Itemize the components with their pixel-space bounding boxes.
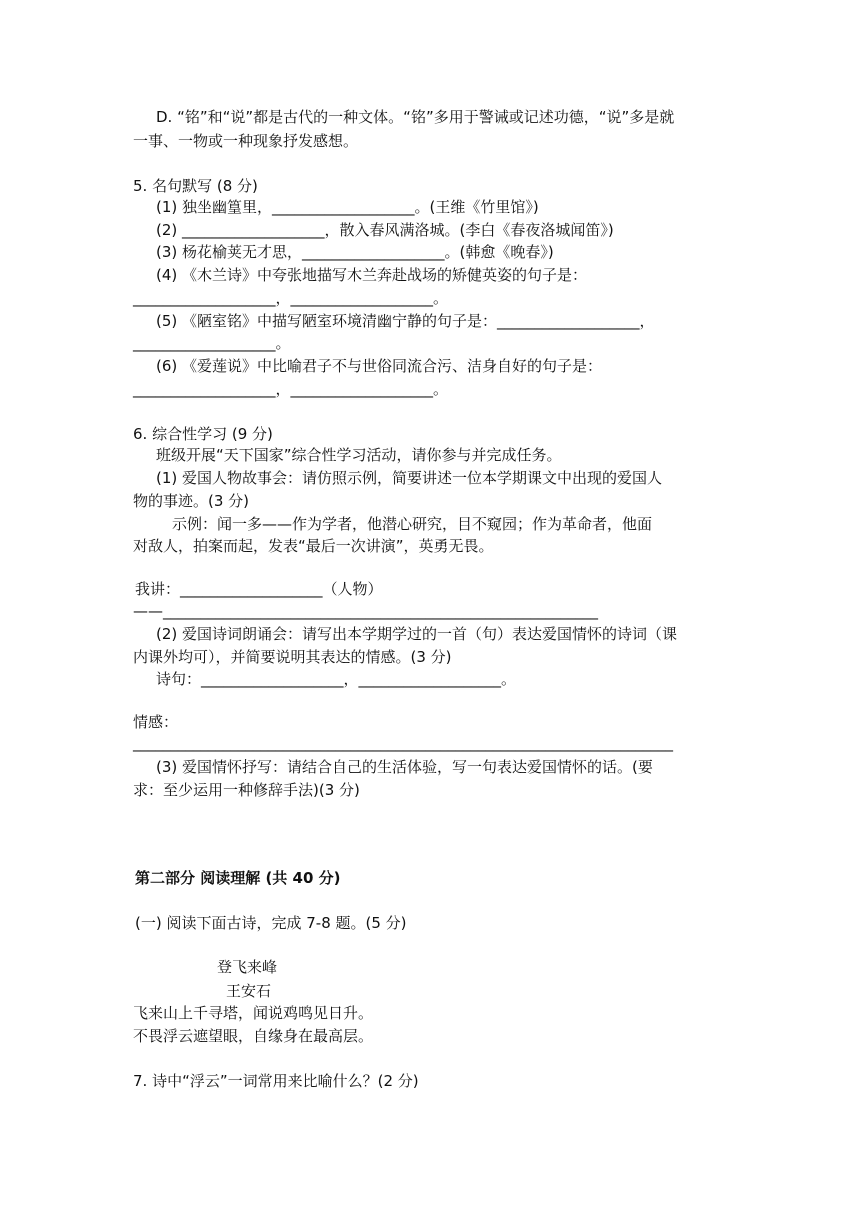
question-5-heading: 5. 名句默写 (8 分) bbox=[133, 177, 258, 195]
reading-section-1-heading: (一) 阅读下面古诗，完成 7-8 题。(5 分) bbox=[135, 914, 407, 932]
poem-author: 王安石 bbox=[226, 982, 272, 1000]
poem-answer-line: 诗句：___________________，___________________。 bbox=[156, 670, 517, 688]
question-6-task-2-line-1: (2) 爱国诗词朗诵会：请写出本学期学过的一首（句）表达爱国情怀的诗词（课 bbox=[156, 625, 678, 643]
poem-line-1: 飞来山上千寻塔，闻说鸡鸣见日升。 bbox=[133, 1004, 374, 1022]
answer-line-2: ——__________________________________________________________ bbox=[133, 602, 598, 620]
question-6-task-1-line-2: 物的事迹。(3 分) bbox=[133, 492, 250, 510]
emotion-blank: ________________________________________________________________________ bbox=[133, 734, 673, 752]
question-5-item-3: (3) 杨花榆荚无才思，___________________。(韩愈《晚春》) bbox=[156, 243, 554, 261]
question-5-item-1: (1) 独坐幽篁里，___________________。(王维《竹里馆》) bbox=[156, 198, 539, 216]
part-2-heading: 第二部分 阅读理解 (共 40 分) bbox=[135, 869, 341, 887]
question-6-intro: 班级开展“天下国家”综合性学习活动，请你参与并完成任务。 bbox=[156, 446, 562, 464]
question-5-item-4-line-2: ___________________，___________________。 bbox=[133, 289, 449, 307]
question-6-task-2-line-2: 内课外均可），并简要说明其表达的情感。(3 分) bbox=[133, 648, 452, 666]
answer-line-1: 我讲：___________________（人物） bbox=[135, 580, 383, 598]
question-5-item-5-line-1: (5) 《陋室铭》中描写陋室环境清幽宁静的句子是：___________________， bbox=[156, 312, 655, 330]
emotion-label: 情感： bbox=[133, 713, 179, 731]
question-5-item-2: (2) ___________________，散入春风满洛城。(李白《春夜洛城闻笛》) bbox=[156, 221, 614, 239]
question-6-task-1-line-1: (1) 爱国人物故事会：请仿照示例，简要讲述一位本学期课文中出现的爱国人 bbox=[156, 469, 663, 487]
question-6-task-3-line-1: (3) 爱国情怀抒写：请结合自己的生活体验，写一句表达爱国情怀的话。(要 bbox=[156, 758, 653, 776]
question-5-item-6-line-2: ___________________，___________________。 bbox=[133, 380, 449, 398]
poem-title: 登飞来峰 bbox=[217, 958, 278, 976]
example-line-2: 对敌人，拍案而起，发表“最后一次讲演”，英勇无畏。 bbox=[133, 537, 494, 555]
question-5-item-6-line-1: (6) 《爱莲说》中比喻君子不与世俗同流合污、洁身自好的句子是： bbox=[156, 357, 603, 375]
option-d-line-2: 一事、一物或一种现象抒发感想。 bbox=[133, 132, 359, 150]
question-5-item-5-line-2: ___________________。 bbox=[133, 334, 291, 352]
question-5-item-4-line-1: (4) 《木兰诗》中夸张地描写木兰奔赴战场的矫健英姿的句子是： bbox=[156, 266, 588, 284]
question-6-heading: 6. 综合性学习 (9 分) bbox=[133, 425, 273, 443]
question-6-task-3-line-2: 求：至少运用一种修辞手法)(3 分) bbox=[133, 781, 360, 799]
example-line-1: 示例：闻一多——作为学者，他潜心研究，目不窥园；作为革命者，他面 bbox=[172, 515, 653, 533]
poem-line-2: 不畏浮云遮望眼，自缘身在最高层。 bbox=[133, 1027, 374, 1045]
option-d-line-1: D. “铭”和“说”都是古代的一种文体。“铭”多用于警诫或记述功德，“说”多是就 bbox=[156, 108, 675, 126]
question-7: 7. 诗中“浮云”一词常用来比喻什么？(2 分) bbox=[133, 1072, 419, 1090]
